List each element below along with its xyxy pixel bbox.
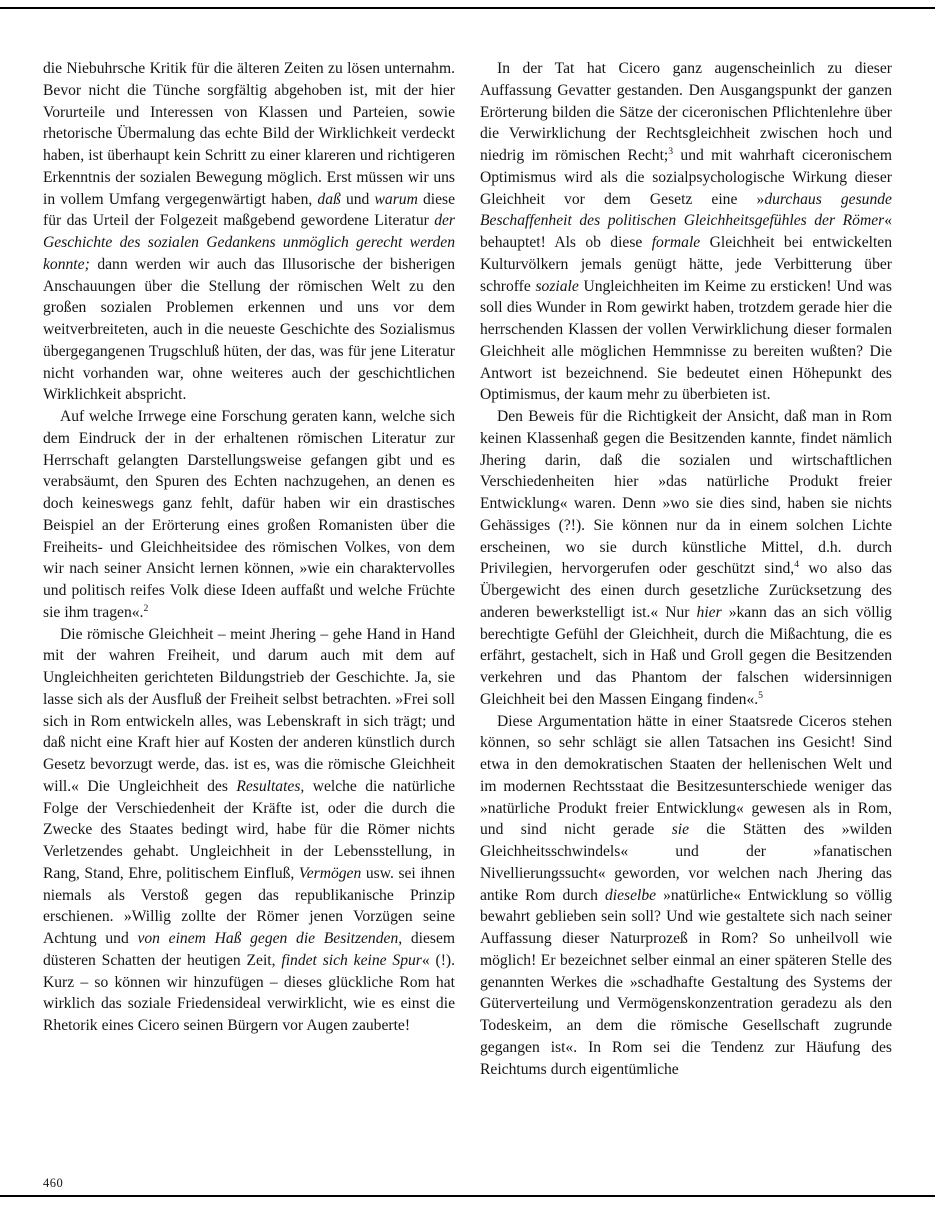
text-segment: und mit wahrhaft ciceronischem Optimismus wird als die sozialpsychologische Wirkung dieser Gleichheit vor dem Gesetz eine »: [480, 147, 892, 208]
text-segment: der Geschichte des sozialen Gedankens unmöglich gerecht werden konnte;: [43, 212, 455, 273]
text-segment: Resultates,: [236, 777, 305, 795]
page-number: 460: [43, 1176, 64, 1190]
text-segment: diese für das Urteil der Folgezeit maßgebend gewordene Literatur: [43, 190, 456, 230]
paragraph: [43, 58, 455, 406]
text-column-left: [43, 58, 455, 1080]
bottom-rule: [0, 1195, 935, 1197]
text-segment: In der Tat hat Cicero ganz augenscheinlich zu dieser Auffassung Gevatter gestanden. Den Ausgangspunkt der ganzen Erörterung bilden die Sätze der ciceronischen Pflichtenlehre über die Verwirklichung der Rechtsgleichheit zwischen hoch und niedrig im römischen Recht;: [480, 60, 892, 164]
top-rule: [0, 7, 935, 9]
text-segment: die Stätten des »wilden Gleichheitsschwindels« und der »fanatischen Nivellierungssucht« geworden, vor welchen nach Jhering das antike Rom durch: [480, 821, 892, 904]
text-segment: »natürliche« Entwicklung so völlig bewahrt geblieben sein soll? Und wie gestaltete sich nach seiner Auffassung dieser Naturprozeß in Rom? So unheilvoll wie möglich! Er bezeichnet selber einmal an einer späteren Stelle des genannten Werkes die »schadhafte Gestaltung des Systems der Güterverteilung und Vermögenskonzentration geradezu als den Todeskeim, an dem die römische Gesellschaft zugrunde gegangen ist«. In Rom sei die Tendenz zur Häufung des Reichtums durch eigentümliche: [480, 886, 892, 1078]
page-content: [43, 58, 892, 1080]
text-segment: Vermögen: [298, 864, 362, 882]
text-segment: wo also das Übergewicht des einen durch gesetzliche Zurücksetzung des anderen bewerkstelligt ist.« Nur: [480, 560, 893, 621]
footnote-reference: 2: [143, 602, 149, 614]
text-segment: »kann das an sich völlig berechtigte Gefühl der Gleichheit, durch die Mißachtung, die es erfährt, gestachelt, sich in Haß und Groll gegen die Besitzenden verkehren und das Phantom der falschen widersinnigen Gleichheit bei den Massen Eingang finden«.: [480, 603, 892, 708]
text-segment: welche die natürliche Folge der Verschiedenheit der Kräfte ist, oder die durch die Zwecke des Staates bedingt wird, habe für die Römer nichts Verletzendes gehabt. Ungleichheit in der Lebensstellung, in Rang, Stand, Ehre, politischem Einfluß,: [43, 777, 455, 882]
text-segment: findet sich keine Spur: [281, 951, 422, 969]
text-segment: dieselbe: [604, 886, 657, 904]
paragraph: [480, 58, 892, 406]
text-segment: formale: [651, 234, 701, 251]
paragraph: [480, 711, 892, 1081]
text-segment: warum: [374, 190, 418, 208]
text-segment: Den Beweis für die Richtigkeit der Ansicht, daß man in Rom keinen Klassenhaß gegen die Besitzenden kannte, findet nämlich Jhering darin, daß die sozialen und wirtschaftlichen Verschiedenheiten hier »das natürliche Produkt freier Entwicklung« waren. Denn »wo sie dies sind, haben sie nichts Gehässiges (?!). Sie können nur da in einem solchen Lichte erscheinen, wo sie durch künstliche Mittel, d.h. durch Privilegien, hervorgerufen oder geschützt sind,: [480, 408, 892, 578]
footnote-reference: 3: [668, 145, 674, 157]
text-segment: Ungleichheiten im Keime zu ersticken! Und was soll dies Wunder in Rom gewirkt haben, trotzdem gerade hier die herrschenden Klassen der vollen Verwirklichung dieser formalen Gleichheit alle möglichen Hemmnisse zu bereiten wußten? Die Antwort ist bezeichnend. Sie bedeutet einen Höhepunkt des Optimismus, der kaum mehr zu überbieten ist.: [480, 277, 892, 404]
text-segment: « behauptet! Als ob diese: [480, 212, 892, 251]
text-segment: Gleichheit bei entwickelten Kulturvölkern jemals genügt hätte, jede Verbitterung über schroffe: [480, 234, 892, 295]
text-segment: « (!). Kurz – so können wir hinzufügen – dieses glückliche Rom hat wirklich das soziale Friedensideal verwirklicht, wie es einst die Rhetorik eines Cicero seinen Bürgern vor Augen zauberte!: [43, 951, 455, 1034]
paragraph: [480, 406, 892, 711]
text-segment: sie: [671, 821, 690, 839]
text-segment: usw. sei ihnen niemals als Verstoß gegen das republikanische Prinzip erschienen. »Willig zollte der Römer jenen Vorzügen seine Achtung und: [43, 864, 455, 947]
text-segment: die Niebuhrsche Kritik für die älteren Zeiten zu lösen unternahm. Bevor nicht die Tünche sorgfältig abgehoben ist, mit der hier Vorurteile und Interessen von Klassen und Parteien, sowie rhetorische Übermalung das echte Bild der Wirklichkeit verdeckt haben, ist überhaupt kein Schritt zu einer klareren und richtigeren Erkenntnis der sozialen Bewegung möglich. Erst müssen wir uns in vollem Umfang vergegenwärtigt haben,: [43, 60, 455, 208]
paragraph: [43, 406, 455, 624]
text-segment: von einem Haß gegen die Besitzenden,: [137, 930, 403, 947]
text-segment: soziale: [535, 277, 579, 295]
text-segment: dann werden wir auch das Illusorische der bisherigen Anschauungen über die Stellung der römischen Welt zu den großen sozialen Problemen erkennen und uns vor dem weitverbreiteten, auch in die neueste Geschichte des Sozialismus übergegangenen Trugschluß hüten, der das, was für jene Literatur nicht vorhanden war, ohne weiteres auch der geschichtlichen Wirklichkeit abspricht.: [43, 255, 455, 404]
text-segment: und: [340, 190, 375, 208]
text-segment: daß: [317, 190, 341, 208]
text-column-right: [480, 58, 892, 1080]
paragraph: [43, 624, 455, 1037]
text-segment: hier: [696, 603, 722, 621]
footnote-reference: 5: [758, 689, 763, 701]
footnote-reference: 4: [794, 559, 800, 571]
text-segment: durchaus gesunde Beschaffenheit des politischen Gleichheitsgefühles der Römer: [480, 190, 892, 230]
text-segment: diesem düsteren Schatten der heutigen Zeit,: [43, 930, 455, 969]
text-segment: Diese Argumentation hätte in einer Staatsrede Ciceros stehen können, so sehr schlägt sie allen Tatsachen ins Gesicht! Sind etwa in den demokratischen Staaten der hellenischen Welt und im modernen Rechtsstaat die Besitzesunterschiede weniger das »natürliche Produkt freier Entwicklung« gewesen als in Rom, und sind nicht gerade: [480, 712, 892, 839]
text-segment: Auf welche Irrwege eine Forschung geraten kann, welche sich dem Eindruck der in der erhaltenen römischen Literatur zur Herrschaft gelangten Darstellungsweise gefangen gibt und es verabsäumt, den Spuren des Echten nachzugehen, an denen es doch keineswegs ganz fehlt, dafür haben wir ein drastisches Beispiel an der Erörterung eines großen Romanisten über die Freiheits- und Gleichheitsidee des römischen Volkes, von dem wir nach seiner Ansicht lernen können, »wie ein charaktervolles und politisch reifes Volk diese Ideen auffaßt und welche Früchte sie ihm tragen«.: [43, 408, 455, 621]
text-segment: Die römische Gleichheit – meint Jhering – gehe Hand in Hand mit der wahren Freiheit, und darum auch mit dem auf Ungleichheiten gerichteten Bildungstrieb der Geschichte. Ja, sie lasse sich als der Ausfluß der Freiheit selbst betrachten. »Frei soll sich in Rom entwickeln alles, was Lebenskraft in sich trägt; und daß nicht eine Kraft hier auf Kosten der anderen künstlich durch Gesetz bevorzugt werde, das. ist es, was die römische Gleichheit will.« Die Ungleichheit des: [43, 625, 455, 795]
